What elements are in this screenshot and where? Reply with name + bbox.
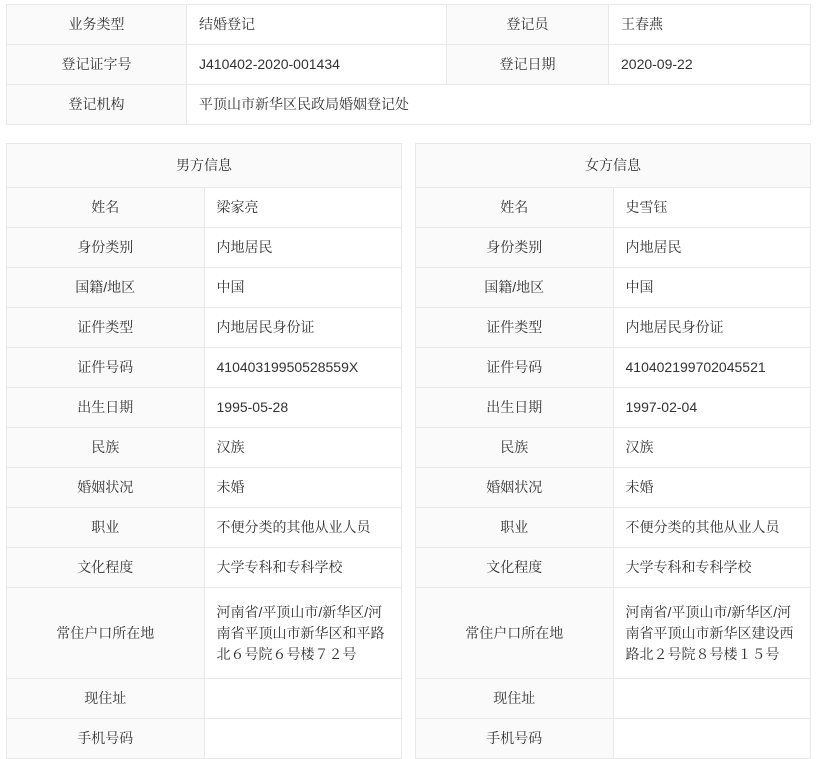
female-value-id-type: 内地居民身份证 [613, 308, 811, 348]
male-value-education: 大学专科和专科学校 [204, 548, 402, 588]
table-row [416, 468, 811, 508]
male-value-occupation: 不便分类的其他从业人员 [204, 508, 402, 548]
male-value-marital-status: 未婚 [204, 468, 402, 508]
female-value-education: 大学专科和专科学校 [613, 548, 811, 588]
male-label-id-number: 证件号码 [7, 348, 205, 388]
male-label-name: 姓名 [7, 188, 205, 228]
table-row [416, 308, 811, 348]
male-label-id-type: 证件类型 [7, 308, 205, 348]
female-info-header: 女方信息 [416, 144, 811, 188]
table-row [7, 45, 811, 85]
table-row [416, 388, 811, 428]
table-row [7, 428, 402, 468]
female-label-current-address: 现住址 [416, 679, 614, 719]
female-label-education: 文化程度 [416, 548, 614, 588]
table-row [7, 388, 402, 428]
summary-value-registration-office: 平顶山市新华区民政局婚姻登记处 [187, 85, 811, 125]
table-row [7, 85, 811, 125]
male-value-phone [204, 719, 402, 759]
male-value-name: 梁家亮 [204, 188, 402, 228]
male-value-current-address [204, 679, 402, 719]
table-row [7, 719, 402, 759]
female-value-occupation: 不便分类的其他从业人员 [613, 508, 811, 548]
person-columns [6, 143, 811, 759]
female-value-current-address [613, 679, 811, 719]
table-row [416, 268, 811, 308]
female-value-name: 史雪钰 [613, 188, 811, 228]
table-row [416, 348, 811, 388]
male-label-birth-date: 出生日期 [7, 388, 205, 428]
summary-value-business-type: 结婚登记 [187, 5, 447, 45]
female-label-birth-date: 出生日期 [416, 388, 614, 428]
female-label-marital-status: 婚姻状况 [416, 468, 614, 508]
male-label-residence: 常住户口所在地 [7, 588, 205, 679]
female-label-residence: 常住户口所在地 [416, 588, 614, 679]
summary-value-certificate-number: J410402-2020-001434 [187, 45, 447, 85]
table-row [7, 588, 402, 679]
table-row [416, 719, 811, 759]
table-row [416, 588, 811, 679]
table-row [7, 268, 402, 308]
male-value-residence: 河南省/平顶山市/新华区/河南省平顶山市新华区和平路北６号院６号楼７２号 [204, 588, 402, 679]
female-label-nationality: 国籍/地区 [416, 268, 614, 308]
table-row [7, 188, 402, 228]
male-label-identity-type: 身份类别 [7, 228, 205, 268]
female-value-birth-date: 1997-02-04 [613, 388, 811, 428]
female-label-id-number: 证件号码 [416, 348, 614, 388]
table-row [416, 679, 811, 719]
summary-label-registration-office: 登记机构 [7, 85, 187, 125]
table-row [7, 508, 402, 548]
female-value-marital-status: 未婚 [613, 468, 811, 508]
male-label-current-address: 现住址 [7, 679, 205, 719]
male-value-nationality: 中国 [204, 268, 402, 308]
table-row [7, 468, 402, 508]
male-value-birth-date: 1995-05-28 [204, 388, 402, 428]
male-column [6, 143, 402, 759]
table-row [416, 188, 811, 228]
table-row [416, 144, 811, 188]
table-row [7, 144, 402, 188]
female-label-ethnicity: 民族 [416, 428, 614, 468]
male-label-occupation: 职业 [7, 508, 205, 548]
female-label-identity-type: 身份类别 [416, 228, 614, 268]
male-value-ethnicity: 汉族 [204, 428, 402, 468]
female-value-nationality: 中国 [613, 268, 811, 308]
female-value-identity-type: 内地居民 [613, 228, 811, 268]
male-info-header: 男方信息 [7, 144, 402, 188]
female-value-phone [613, 719, 811, 759]
female-value-residence: 河南省/平顶山市/新华区/河南省平顶山市新华区建设西路北２号院８号楼１５号 [613, 588, 811, 679]
table-row [416, 228, 811, 268]
summary-label-registration-date: 登记日期 [447, 45, 609, 85]
female-label-phone: 手机号码 [416, 719, 614, 759]
male-label-ethnicity: 民族 [7, 428, 205, 468]
table-row [7, 348, 402, 388]
summary-table [6, 4, 811, 125]
table-row [7, 679, 402, 719]
female-label-occupation: 职业 [416, 508, 614, 548]
female-label-id-type: 证件类型 [416, 308, 614, 348]
table-row [7, 308, 402, 348]
female-column [415, 143, 811, 759]
male-value-id-number: 41040319950528559X [204, 348, 402, 388]
summary-label-certificate-number: 登记证字号 [7, 45, 187, 85]
male-value-id-type: 内地居民身份证 [204, 308, 402, 348]
table-row [416, 428, 811, 468]
table-row [416, 548, 811, 588]
marriage-registration-record [0, 4, 817, 759]
summary-label-registrar: 登记员 [447, 5, 609, 45]
male-label-education: 文化程度 [7, 548, 205, 588]
male-label-marital-status: 婚姻状况 [7, 468, 205, 508]
female-value-ethnicity: 汉族 [613, 428, 811, 468]
female-value-id-number: 410402199702045521 [613, 348, 811, 388]
table-row [7, 548, 402, 588]
male-value-identity-type: 内地居民 [204, 228, 402, 268]
summary-value-registration-date: 2020-09-22 [609, 45, 811, 85]
male-label-nationality: 国籍/地区 [7, 268, 205, 308]
male-info-table [6, 143, 402, 759]
summary-value-registrar: 王春燕 [609, 5, 811, 45]
table-row [416, 508, 811, 548]
table-row [7, 228, 402, 268]
female-info-table [415, 143, 811, 759]
female-label-name: 姓名 [416, 188, 614, 228]
summary-label-business-type: 业务类型 [7, 5, 187, 45]
male-label-phone: 手机号码 [7, 719, 205, 759]
table-row [7, 5, 811, 45]
